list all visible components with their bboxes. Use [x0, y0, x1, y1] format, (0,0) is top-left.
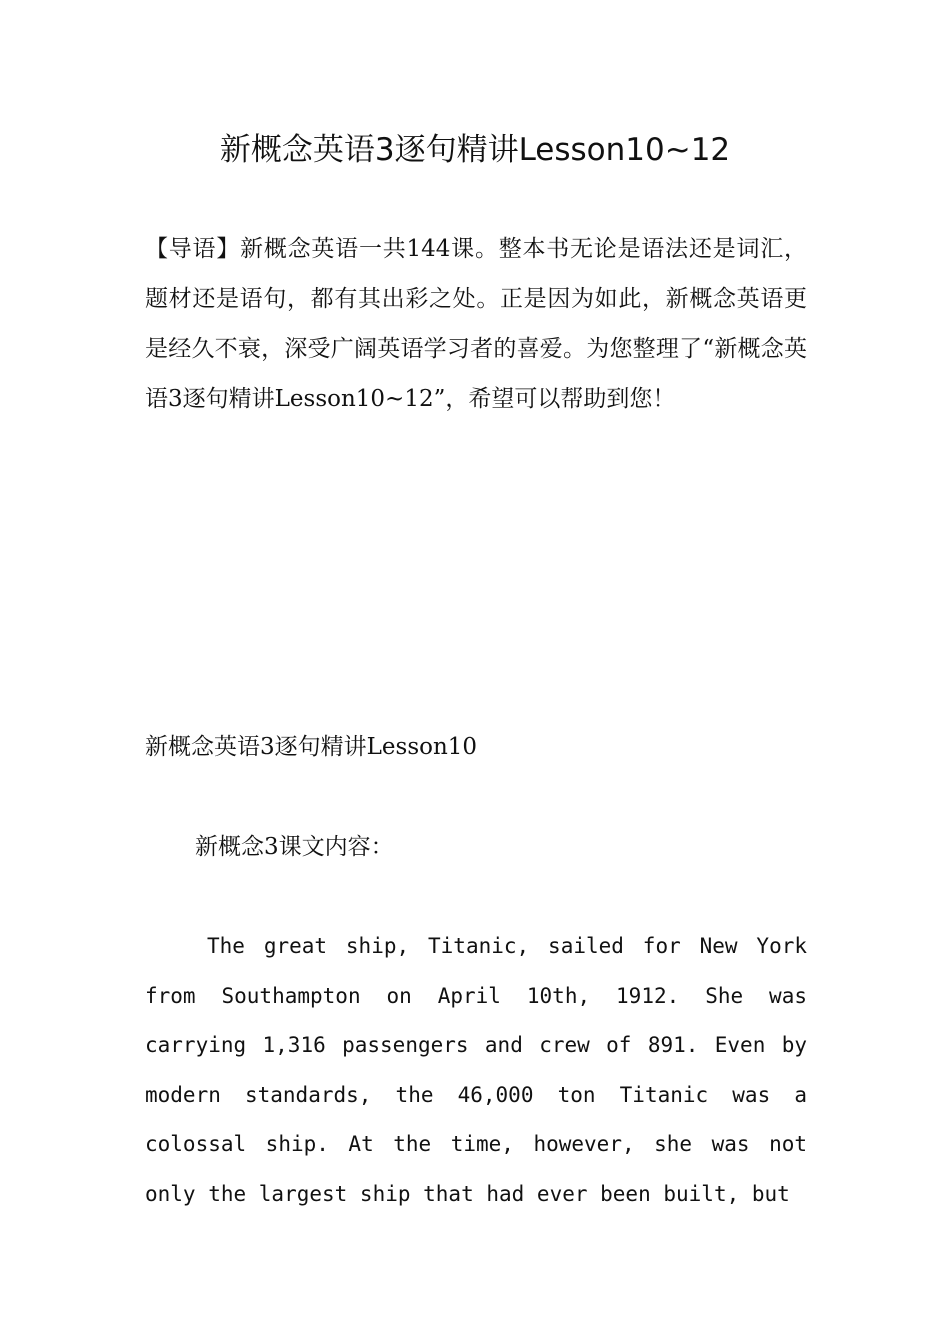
section-heading: 新概念英语3逐句精讲Lesson10 — [145, 734, 478, 760]
document-title: 新概念英语3逐句精讲Lesson10~12 — [219, 132, 731, 168]
lesson-text-heading: 新概念3课文内容： — [195, 834, 394, 860]
english-text-paragraph: The great ship, Titanic, sailed for New York from Southampton on April 10th, 1912. She was carrying 1,316 passengers and crew of 891. Even by modern standards, the 46,000 ton Titanic was a colossal ship. At the time, however, she was not only the largest ship that had ever been built, but — [145, 934, 807, 1206]
intro-paragraph: 【导语】新概念英语一共144课。整本书无论是语法还是词汇，题材还是语句，都有其出彩之处。正是因为如此，新概念英语更是经久不衰，深受广阔英语学习者的喜爱。为您整理了“新概念英语3逐句精讲Lesson10~12”，希望可以帮助到您！ — [145, 236, 807, 412]
